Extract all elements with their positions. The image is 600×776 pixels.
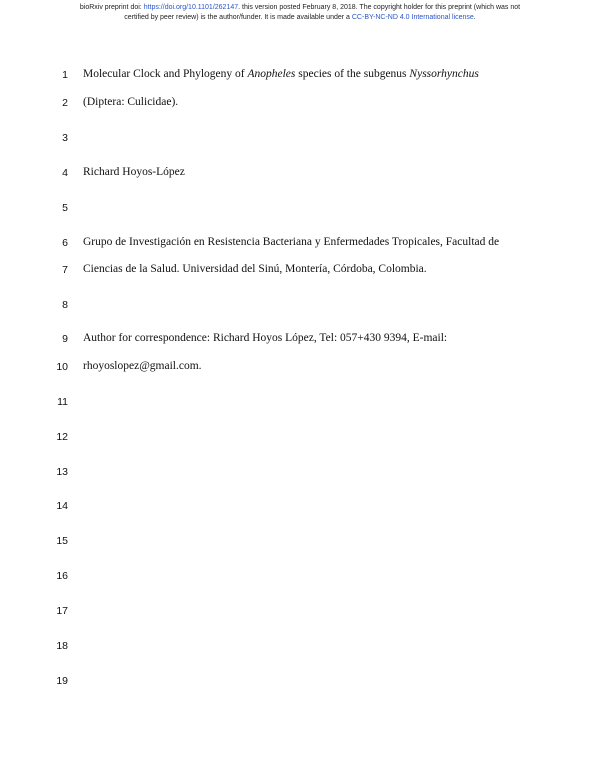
paper-title	[83, 68, 479, 80]
line-number: 8	[62, 299, 68, 311]
line-number: 7	[62, 264, 68, 276]
line-number: 15	[56, 535, 68, 547]
line-number: 5	[62, 202, 68, 214]
line-number: 14	[56, 500, 68, 512]
license-link[interactable]: CC-BY-NC-ND 4.0 International license	[351, 13, 474, 21]
line-number: 3	[62, 132, 68, 144]
title-part-2: species of the subgenus	[295, 68, 410, 80]
title-line-2: (Diptera: Culicidae).	[83, 96, 179, 108]
line-number: 18	[56, 640, 68, 652]
line-number: 1	[62, 69, 68, 81]
line-number: 10	[56, 361, 68, 373]
affiliation-line-1: Grupo de Investigación en Resistencia Bacteriana y Enfermedades Tropicales, Facultad de	[83, 236, 500, 248]
header-line-2	[0, 13, 600, 23]
affiliation-line-2: Ciencias de la Salud. Universidad del Sinú, Montería, Córdoba, Colombia.	[83, 263, 427, 275]
doi-link[interactable]: https://doi.org/10.1101/262147	[143, 4, 239, 11]
line-number: 12	[56, 431, 68, 443]
line-number: 4	[62, 167, 68, 179]
author-name: Richard Hoyos-López	[83, 166, 185, 178]
line-number: 19	[56, 675, 68, 687]
line-number: 17	[56, 605, 68, 617]
header-end: .	[473, 13, 476, 21]
line-number: 13	[56, 466, 68, 478]
title-part-1: Molecular Clock and Phylogeny of	[83, 68, 248, 80]
line-number: 11	[57, 396, 68, 408]
header-prefix: bioRxiv preprint doi:	[79, 4, 144, 11]
title-genus: Anopheles	[247, 68, 296, 80]
title-subgenus: Nyssorhynchus	[409, 68, 479, 80]
line-number: 2	[62, 97, 68, 109]
header-line2-text: certified by peer review) is the author/funder. It is made available under a	[124, 13, 352, 21]
header-line-1	[0, 3, 600, 13]
line-number: 9	[62, 333, 68, 345]
line-number: 16	[56, 570, 68, 582]
line-number: 6	[62, 237, 68, 249]
correspondence-email: rhoyoslopez@gmail.com.	[83, 360, 202, 372]
correspondence-line-1: Author for correspondence: Richard Hoyos López, Tel: 057+430 9394, E-mail:	[83, 332, 448, 344]
preprint-header	[0, 3, 600, 22]
header-middle: . this version posted February 8, 2018. The copyright holder for this preprint (which was not	[238, 4, 521, 11]
